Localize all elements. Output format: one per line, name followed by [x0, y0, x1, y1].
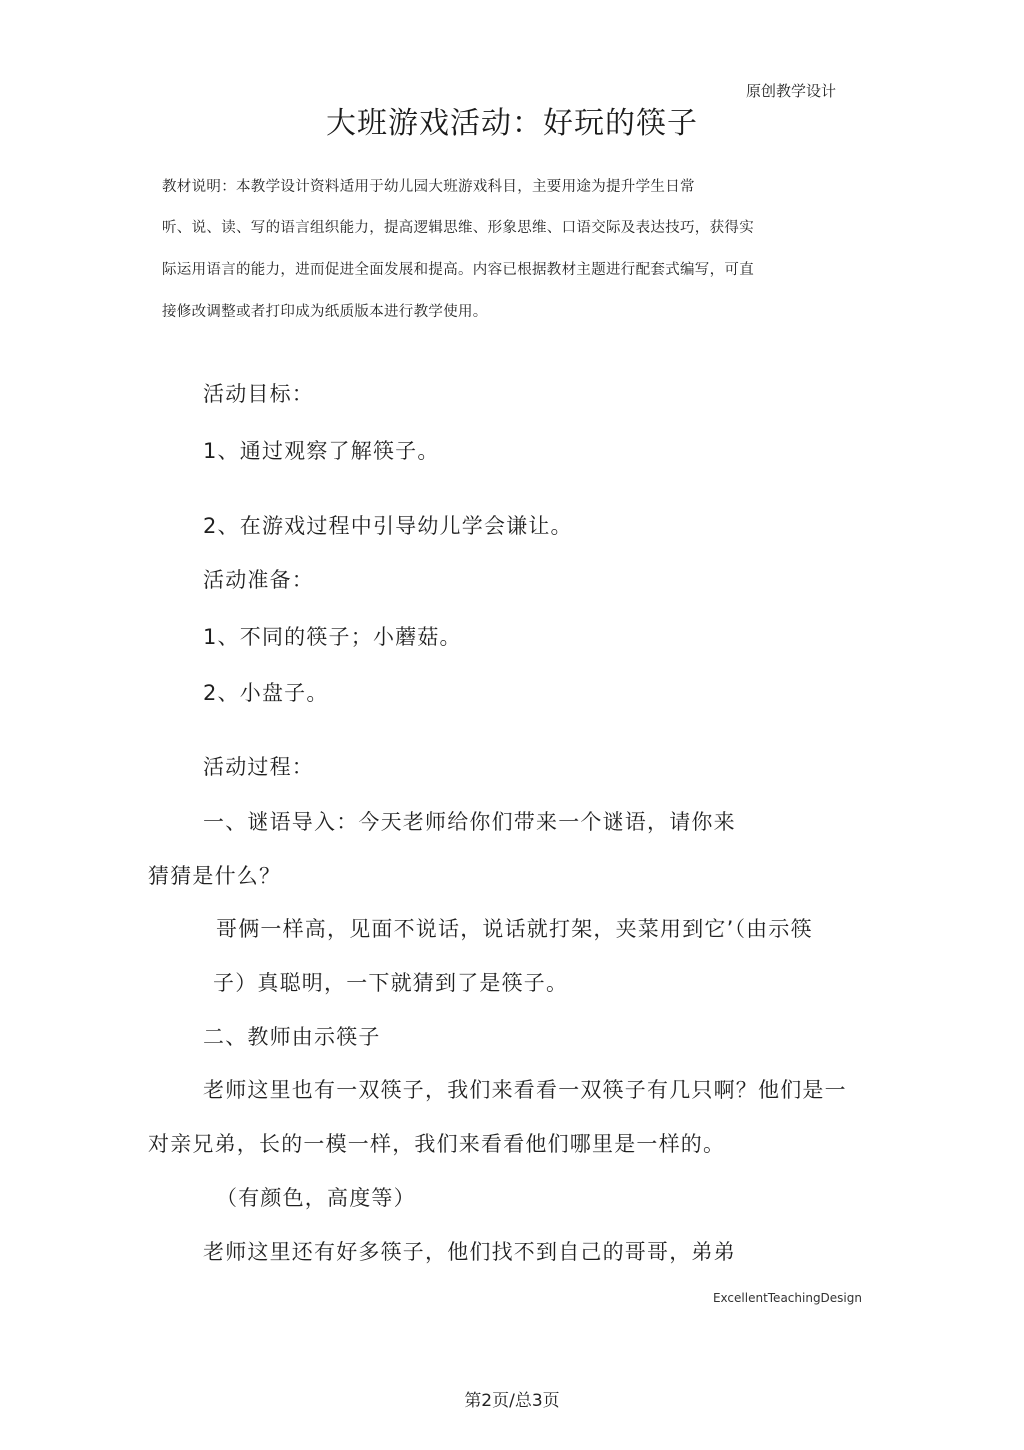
paragraph-line: 老师这里也有一双筷子，我们来看看一双筷子有几只啊？他们是一: [203, 1078, 847, 1102]
goal-item: 2、在游戏过程中引导幼儿学会谦让。: [203, 514, 573, 538]
footer-brand: ExcellentTeachingDesign: [712, 1291, 862, 1305]
section-heading-goals: 活动目标：: [203, 382, 314, 406]
paragraph-line: 二、教师由示筷子: [203, 1025, 381, 1049]
paragraph-line: 对亲兄弟，长的一模一样，我们来看看他们哪里是一样的。: [148, 1132, 726, 1156]
description-line: 听、说、读、写的语言组织能力，提高逻辑思维、形象思维、口语交际及表达技巧，获得实: [162, 220, 754, 236]
paragraph-line: 老师这里还有好多筷子，他们找不到自己的哥哥，弟弟: [203, 1240, 736, 1264]
section-heading-process: 活动过程：: [203, 755, 314, 779]
paragraph-line: （有颜色，高度等）: [216, 1186, 416, 1210]
paragraph-line: 子）真聪明，一下就猜到了是筷子。: [213, 971, 569, 995]
description-line: 教材说明：本教学设计资料适用于幼儿园大班游戏科目，主要用途为提升学生日常: [162, 179, 695, 195]
page-number: 第2页/总3页: [464, 1391, 560, 1411]
description-line: 接修改调整或者打印成为纸质版本进行教学使用。: [162, 304, 488, 320]
preparation-item: 2、小盘子。: [203, 681, 329, 705]
paragraph-line: 猜猜是什么？: [148, 864, 282, 888]
preparation-item: 1、不同的筷子；小蘑菇。: [203, 625, 462, 649]
paragraph-line: 一、谜语导入：今天老师给你们带来一个谜语，请你来: [203, 810, 736, 834]
paragraph-line: 哥俩一样高，见面不说话，说话就打架，夹菜用到它’（由示筷: [216, 917, 813, 941]
goal-item: 1、通过观察了解筷子。: [203, 439, 440, 463]
description-line: 际运用语言的能力，进而促进全面发展和提高。内容已根据教材主题进行配套式编写，可直: [162, 262, 754, 278]
header-label: 原创教学设计: [745, 82, 836, 100]
document-title: 大班游戏活动：好玩的筷子: [326, 106, 698, 141]
section-heading-preparation: 活动准备：: [203, 568, 314, 592]
